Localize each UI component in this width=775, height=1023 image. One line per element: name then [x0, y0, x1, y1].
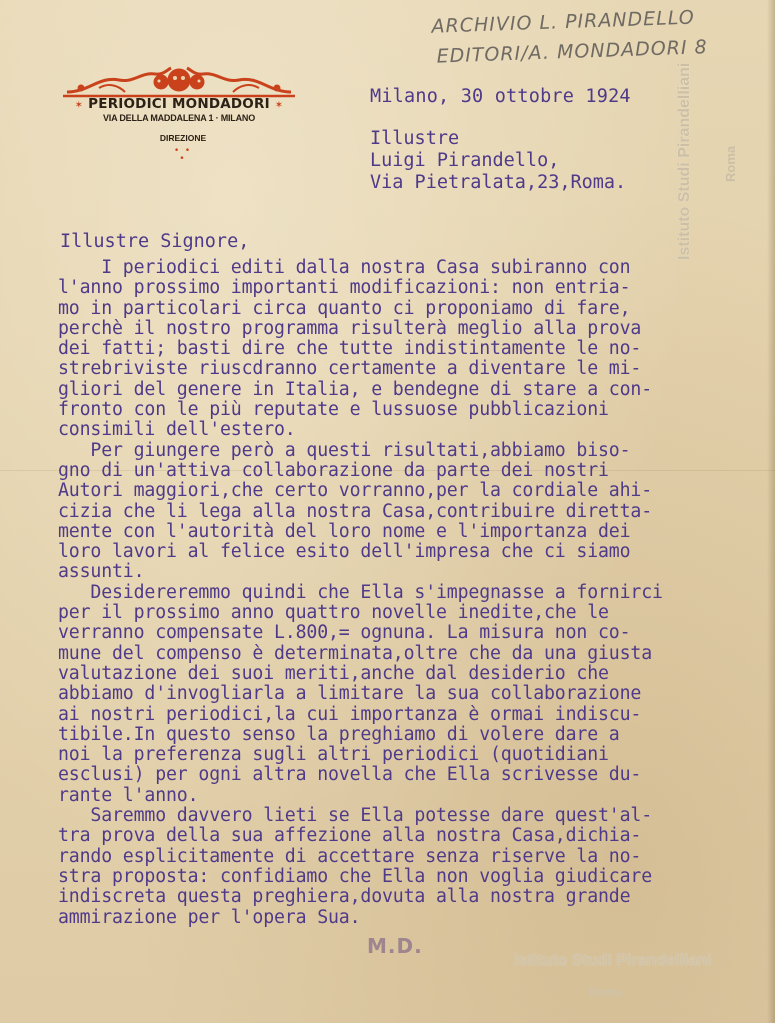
body-line: tibile.In questo senso la preghiamo di volere dare a	[58, 723, 620, 745]
archive-stamp-bottom: Istituto Studi Pirandelliani	[514, 952, 712, 969]
archive-note-line-1: ARCHIVIO L. PIRANDELLO	[431, 6, 696, 38]
body-line: ammirazione per l'opera Sua.	[58, 906, 361, 928]
company-address: VIA DELLA MADDALENA 1 · MILANO	[103, 113, 255, 123]
body-line: assunti.	[58, 561, 145, 583]
body-line: indiscreta questa preghiera,dovuta alla nostra grande	[58, 886, 631, 908]
paper-edge	[767, 0, 775, 1023]
body-line: consimili dell'estero.	[58, 419, 296, 441]
body-line: stra proposta: confidiamo che Ella non voglia giudicare	[58, 865, 652, 887]
handwritten-initials: M.D.	[367, 934, 423, 958]
body-line: abbiamo d'invogliarla a limitare la sua collaborazione	[58, 683, 642, 705]
addressee-block	[370, 128, 626, 194]
body-line: mune del compenso è determinata,oltre che da una giusta	[58, 642, 652, 664]
archive-stamp-vertical: Istituto Studi Pirandelliani	[676, 62, 693, 260]
body-line: noi la preferenza sugli altri periodici (quotidiani	[58, 744, 609, 766]
body-line: Saremmo davvero lieti se Ella potesse dare quest'al-	[58, 805, 652, 827]
archive-stamp-vertical-city: Roma	[723, 145, 738, 182]
archive-note	[431, 0, 763, 71]
body-line: verranno compensate L.800,= ognuna. La misura non co-	[58, 622, 631, 644]
letter-body	[58, 258, 758, 928]
body-line: Autori maggiori,che certo vorranno,per la cordiale ahi-	[58, 480, 652, 502]
body-line: Per giungere però a questi risultati,abbiamo biso-	[58, 439, 631, 461]
company-office: DIREZIONE	[159, 133, 207, 143]
addressee-line: Illustre	[370, 128, 460, 149]
body-line: rante l'anno.	[58, 784, 199, 806]
date-line: Milano, 30 ottobre 1924	[370, 86, 631, 107]
body-line: ai nostri periodici,la cui importanza è ormai indiscu-	[58, 703, 642, 725]
star-icon: ✶	[74, 100, 84, 111]
star-icon: ✶	[274, 100, 284, 111]
body-line: l'anno prossimo importanti modificazioni: non entria-	[58, 277, 631, 299]
body-line: mo in particolari circa quanto ci proponiamo di fare,	[58, 297, 631, 319]
body-line: rando esplicitamente di accettare senza riserve la no-	[58, 845, 642, 867]
body-line: dei fatti; basti dire che tutte indistintamente le no-	[58, 338, 642, 360]
body-line: perchè il nostro programma risulterà meglio alla prova	[58, 317, 642, 339]
body-line: per il prossimo anno quattro novelle inedite,che le	[58, 602, 609, 624]
archive-stamp-bottom-city: Roma	[588, 985, 622, 999]
body-line: mente con l'autorità del loro nome e l'importanza dei	[58, 520, 631, 542]
body-line: cizia che li lega alla nostra Casa,contribuire diretta-	[58, 500, 652, 522]
body-line: I periodici editi dalla nostra Casa subiranno con	[58, 257, 631, 278]
archive-note-line-2: EDITORI/A. MONDADORI 8	[436, 36, 708, 68]
body-line: tra prova della sua affezione alla nostra Casa,dichia-	[58, 825, 642, 847]
salutation: Illustre Signore,	[60, 231, 250, 252]
body-line: gno di un'attiva collaborazione da parte dei nostri	[58, 459, 609, 481]
body-line: esclusi) per ogni altra novella che Ella scrivesse du-	[58, 764, 642, 786]
body-line: valutazione dei suoi meriti,anche dal desiderio che	[58, 662, 609, 684]
body-line: Desidereremmo quindi che Ella s'impegnasse a fornirci	[58, 581, 663, 603]
addressee-line: Via Pietralata,23,Roma.	[370, 172, 627, 193]
addressee-line: Luigi Pirandello,	[370, 150, 560, 171]
body-line: gliori del genere in Italia, e bendegne di stare a con-	[58, 378, 652, 400]
body-line: strebriviste riuscdranno certamente a diventare le mi-	[58, 358, 642, 380]
company-name: PERIODICI MONDADORI	[88, 96, 270, 112]
letterhead-title	[48, 96, 310, 112]
body-line: fronto con le più reputate e lussuose pubblicazioni	[58, 399, 609, 421]
letterhead	[48, 62, 310, 163]
body-line: loro lavori al felice esito dell'impresa che ci siamo	[58, 541, 631, 563]
letterhead-ornament-icon	[59, 62, 299, 100]
dots-ornament-icon: • • •	[173, 146, 191, 164]
